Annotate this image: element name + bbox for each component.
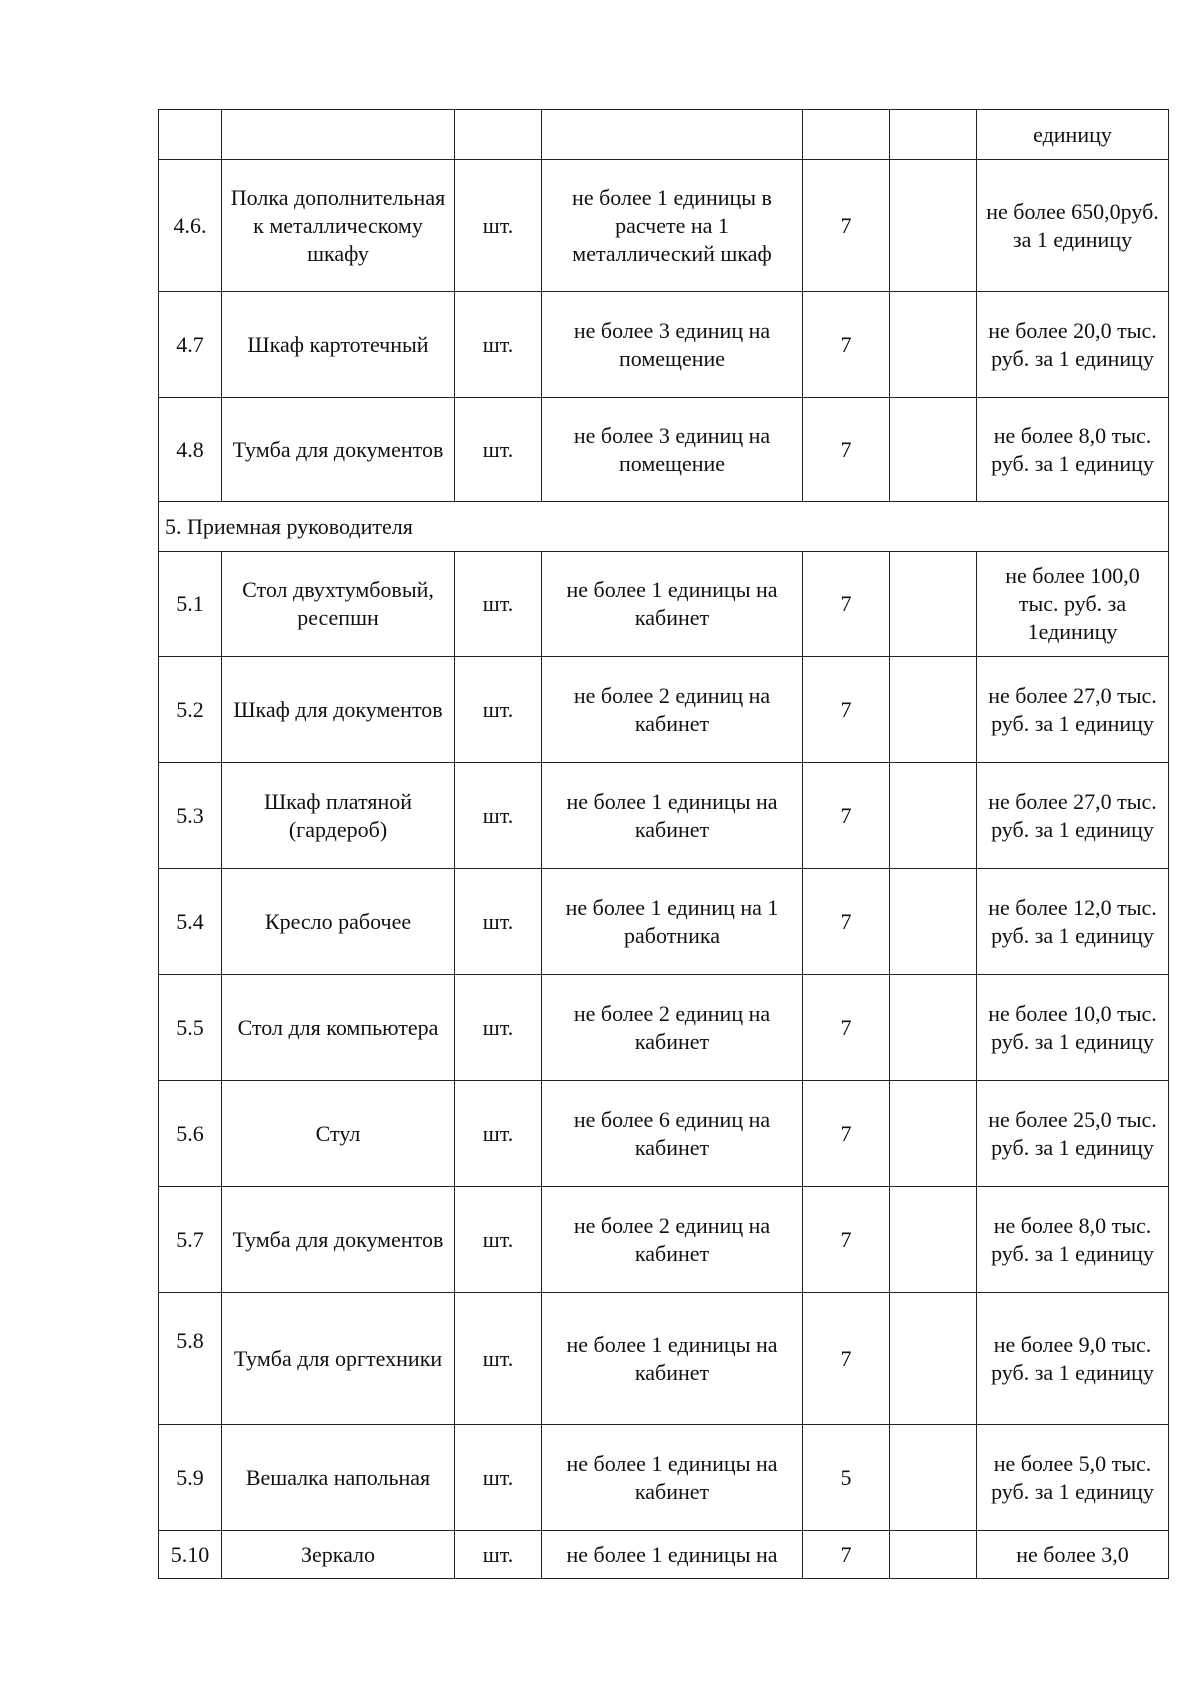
price-limit: не более 5,0 тыс. руб. за 1 единицу xyxy=(977,1425,1169,1531)
quantity-norm: не более 1 единицы на кабинет xyxy=(542,1293,803,1425)
item-name: Стол двухтумбовый, ресепшн xyxy=(222,552,455,657)
row-number: 4.6. xyxy=(159,160,222,292)
item-name: Зеркало xyxy=(222,1531,455,1579)
unit: шт. xyxy=(455,763,542,869)
table-row xyxy=(159,160,1169,292)
row-number: 5.6 xyxy=(159,1081,222,1187)
item-name: Стол для компьютера xyxy=(222,975,455,1081)
quantity-norm: не более 1 единиц на 1 работника xyxy=(542,869,803,975)
extra-cell xyxy=(890,1531,977,1579)
row-number: 4.7 xyxy=(159,292,222,398)
unit: шт. xyxy=(455,552,542,657)
extra-cell xyxy=(890,292,977,398)
table-row xyxy=(159,1293,1169,1425)
row-number: 5.7 xyxy=(159,1187,222,1293)
service-life: 7 xyxy=(803,398,890,502)
section-title: 5. Приемная руководителя xyxy=(159,502,1169,552)
price-limit: не более 27,0 тыс. руб. за 1 единицу xyxy=(977,657,1169,763)
quantity-norm: не более 3 единиц на помещение xyxy=(542,398,803,502)
item-name: Вешалка напольная xyxy=(222,1425,455,1531)
price-limit: не более 100,0 тыс. руб. за 1единицу xyxy=(977,552,1169,657)
table-row xyxy=(159,110,1169,160)
price-limit: не более 3,0 xyxy=(977,1531,1169,1579)
price-limit: не более 27,0 тыс. руб. за 1 единицу xyxy=(977,763,1169,869)
row-number: 5.2 xyxy=(159,657,222,763)
item-name: Тумба для документов xyxy=(222,1187,455,1293)
service-life: 7 xyxy=(803,657,890,763)
price-limit: не более 10,0 тыс. руб. за 1 единицу xyxy=(977,975,1169,1081)
item-name: Тумба для оргтехники xyxy=(222,1293,455,1425)
table-row xyxy=(159,657,1169,763)
furniture-norms-table xyxy=(158,109,1169,1579)
price-limit: единицу xyxy=(977,110,1169,160)
item-name: Кресло рабочее xyxy=(222,869,455,975)
quantity-norm: не более 1 единицы на xyxy=(542,1531,803,1579)
row-number: 5.4 xyxy=(159,869,222,975)
extra-cell xyxy=(890,1293,977,1425)
quantity-norm: не более 2 единиц на кабинет xyxy=(542,975,803,1081)
table-row xyxy=(159,1425,1169,1531)
quantity-norm: не более 2 единиц на кабинет xyxy=(542,657,803,763)
extra-cell xyxy=(890,869,977,975)
row-number: 4.8 xyxy=(159,398,222,502)
service-life xyxy=(803,110,890,160)
service-life: 7 xyxy=(803,160,890,292)
price-limit: не более 12,0 тыс. руб. за 1 единицу xyxy=(977,869,1169,975)
extra-cell xyxy=(890,763,977,869)
quantity-norm: не более 2 единиц на кабинет xyxy=(542,1187,803,1293)
price-limit: не более 8,0 тыс. руб. за 1 единицу xyxy=(977,398,1169,502)
unit: шт. xyxy=(455,1187,542,1293)
item-name: Шкаф для документов xyxy=(222,657,455,763)
extra-cell xyxy=(890,1187,977,1293)
quantity-norm: не более 1 единицы на кабинет xyxy=(542,763,803,869)
extra-cell xyxy=(890,398,977,502)
service-life: 7 xyxy=(803,1531,890,1579)
service-life: 7 xyxy=(803,763,890,869)
row-number: 5.8 xyxy=(159,1293,222,1425)
item-name: Стул xyxy=(222,1081,455,1187)
extra-cell xyxy=(890,657,977,763)
price-limit: не более 650,0руб. за 1 единицу xyxy=(977,160,1169,292)
row-number: 5.5 xyxy=(159,975,222,1081)
unit: шт. xyxy=(455,292,542,398)
table-row xyxy=(159,1187,1169,1293)
table-row xyxy=(159,1081,1169,1187)
service-life: 7 xyxy=(803,975,890,1081)
item-name: Полка дополнительная к металлическому шкафу xyxy=(222,160,455,292)
item-name: Шкаф платяной (гардероб) xyxy=(222,763,455,869)
unit: шт. xyxy=(455,1081,542,1187)
price-limit: не более 20,0 тыс. руб. за 1 единицу xyxy=(977,292,1169,398)
table-row xyxy=(159,869,1169,975)
table-row xyxy=(159,763,1169,869)
unit: шт. xyxy=(455,869,542,975)
item-name: Шкаф картотечный xyxy=(222,292,455,398)
unit: шт. xyxy=(455,1293,542,1425)
service-life: 5 xyxy=(803,1425,890,1531)
quantity-norm: не более 3 единиц на помещение xyxy=(542,292,803,398)
extra-cell xyxy=(890,552,977,657)
row-number xyxy=(159,110,222,160)
unit: шт. xyxy=(455,1425,542,1531)
unit: шт. xyxy=(455,657,542,763)
table-row xyxy=(159,1531,1169,1579)
quantity-norm: не более 1 единицы в расчете на 1 металлический шкаф xyxy=(542,160,803,292)
extra-cell xyxy=(890,1081,977,1187)
unit: шт. xyxy=(455,975,542,1081)
table-row xyxy=(159,398,1169,502)
quantity-norm: не более 6 единиц на кабинет xyxy=(542,1081,803,1187)
section-header-row xyxy=(159,502,1169,552)
row-number: 5.3 xyxy=(159,763,222,869)
service-life: 7 xyxy=(803,1293,890,1425)
row-number: 5.1 xyxy=(159,552,222,657)
extra-cell xyxy=(890,160,977,292)
item-name xyxy=(222,110,455,160)
table-row xyxy=(159,292,1169,398)
extra-cell xyxy=(890,110,977,160)
extra-cell xyxy=(890,975,977,1081)
unit xyxy=(455,110,542,160)
price-limit: не более 9,0 тыс. руб. за 1 единицу xyxy=(977,1293,1169,1425)
quantity-norm xyxy=(542,110,803,160)
row-number: 5.9 xyxy=(159,1425,222,1531)
service-life: 7 xyxy=(803,1187,890,1293)
unit: шт. xyxy=(455,1531,542,1579)
price-limit: не более 8,0 тыс. руб. за 1 единицу xyxy=(977,1187,1169,1293)
service-life: 7 xyxy=(803,869,890,975)
table-row xyxy=(159,975,1169,1081)
service-life: 7 xyxy=(803,292,890,398)
quantity-norm: не более 1 единицы на кабинет xyxy=(542,552,803,657)
unit: шт. xyxy=(455,398,542,502)
extra-cell xyxy=(890,1425,977,1531)
service-life: 7 xyxy=(803,1081,890,1187)
table-row xyxy=(159,552,1169,657)
quantity-norm: не более 1 единицы на кабинет xyxy=(542,1425,803,1531)
price-limit: не более 25,0 тыс. руб. за 1 единицу xyxy=(977,1081,1169,1187)
row-number: 5.10 xyxy=(159,1531,222,1579)
item-name: Тумба для документов xyxy=(222,398,455,502)
unit: шт. xyxy=(455,160,542,292)
service-life: 7 xyxy=(803,552,890,657)
